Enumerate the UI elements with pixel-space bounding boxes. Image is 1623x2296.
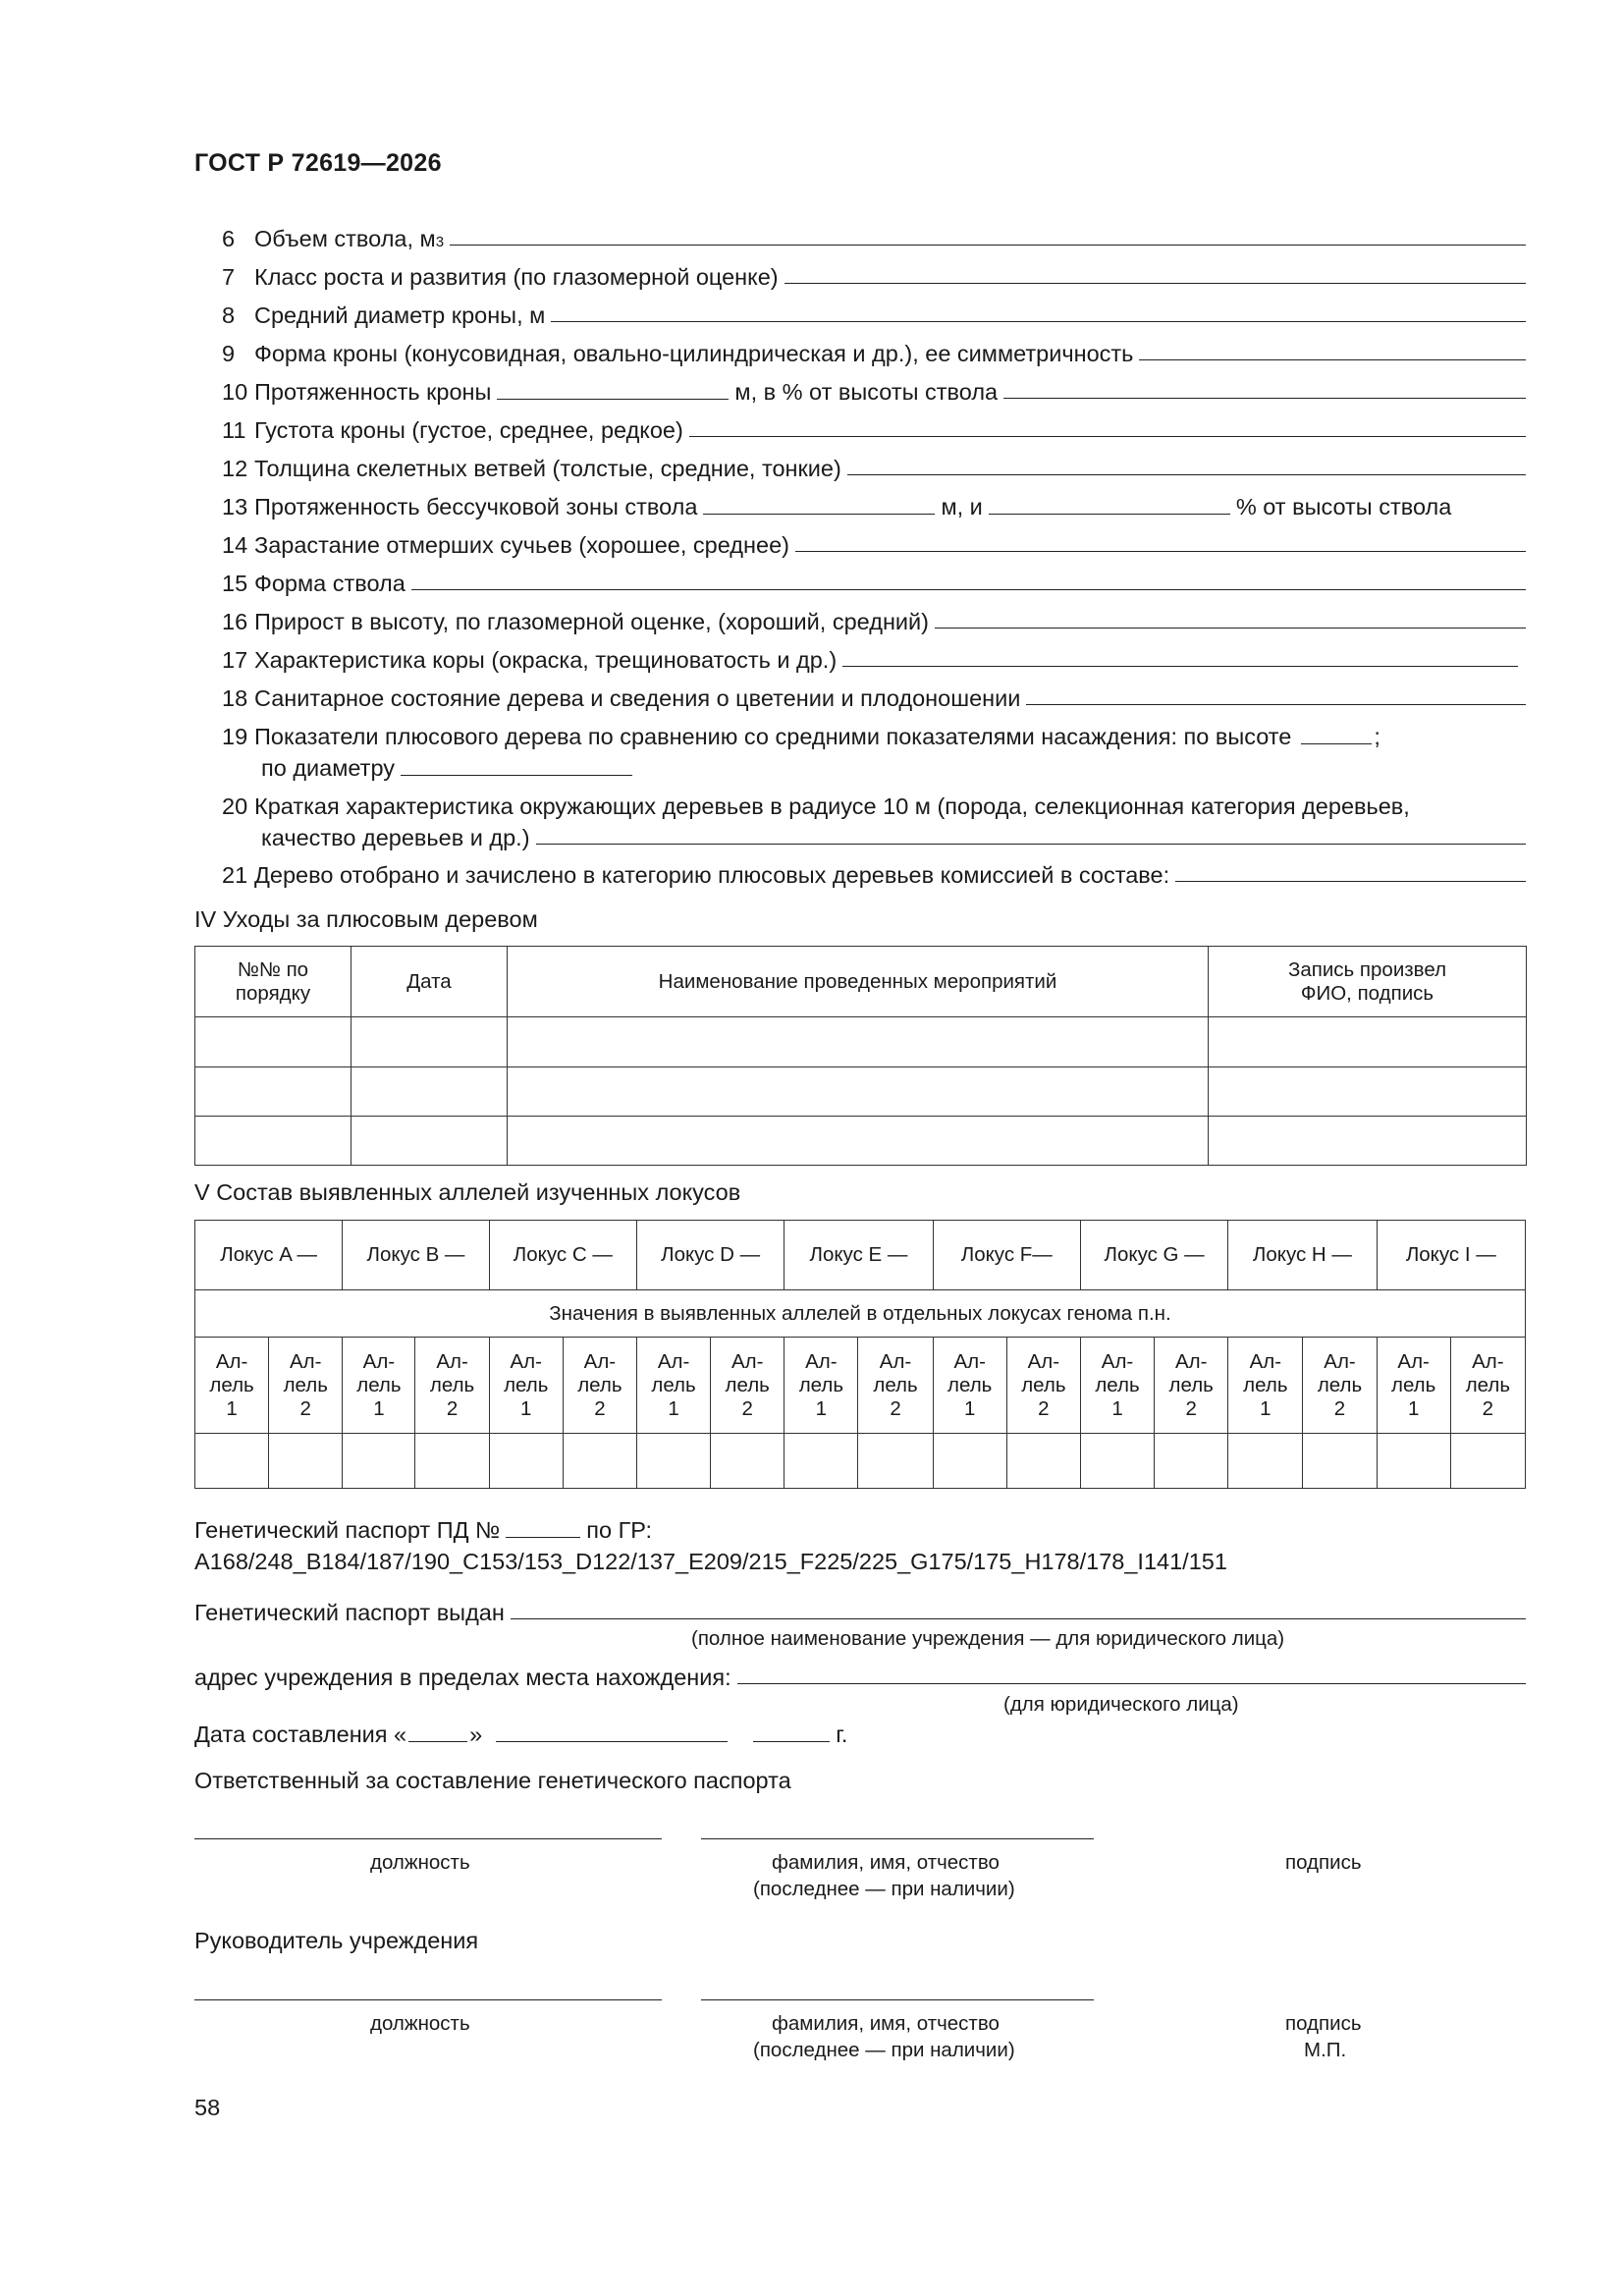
item-number: 19	[222, 724, 248, 749]
allele-2-header: Ал- лель 2	[563, 1338, 636, 1434]
date-quote: »	[469, 1722, 483, 1747]
item-label: Класс роста и развития (по глазомерной оценке)	[254, 264, 779, 290]
locus-header: Локус F—	[933, 1221, 1080, 1290]
item-label-end: % от высоты ствола	[1235, 494, 1452, 519]
allele-2-header: Ал- лель 2	[1155, 1338, 1228, 1434]
date-year: г.	[836, 1722, 848, 1747]
fill-line[interactable]	[408, 1722, 467, 1742]
item-number: 6	[222, 226, 236, 251]
item-label: Дерево отобрано и зачислено в категорию плюсовых деревьев комиссией в составе:	[254, 862, 1170, 888]
allele-value-cell[interactable]	[858, 1434, 933, 1489]
allele-1-header: Ал- лель 1	[784, 1338, 858, 1434]
fill-line[interactable]	[551, 301, 1526, 322]
field-crown-shape	[222, 340, 1526, 368]
table-cell[interactable]	[195, 1067, 352, 1117]
issued-label: Генетический паспорт выдан	[194, 1600, 505, 1625]
allele-1-header: Ал- лель 1	[1377, 1338, 1450, 1434]
caption-position: должность	[370, 2012, 470, 2035]
passport-code: A168/248_B184/187/190_C153/153_D122/137_E209/215_F225/225_G175/175_H178/178_I141/151	[194, 1549, 1227, 1574]
item-label: Прирост в высоту, по глазомерной оценке, (хороший, средний)	[254, 609, 929, 634]
fill-line[interactable]	[753, 1722, 830, 1742]
item-number: 13	[222, 494, 248, 519]
allele-value-cell[interactable]	[563, 1434, 636, 1489]
column-header: Наименование проведенных мероприятий	[508, 947, 1209, 1017]
allele-value-cell[interactable]	[489, 1434, 563, 1489]
item-number: 15	[222, 571, 248, 596]
item-number: 18	[222, 685, 248, 711]
item-label-mid: м, и	[941, 494, 983, 519]
column-header: Дата	[352, 947, 508, 1017]
field-crown-diameter	[222, 301, 1526, 330]
item-label: Форма кроны (конусовидная, овально-цилиндрическая и др.), ее симметричность	[254, 341, 1134, 366]
fill-line[interactable]	[1003, 378, 1526, 399]
care-table	[194, 946, 1527, 1166]
locus-header: Локус G —	[1080, 1221, 1227, 1290]
date-line	[194, 1721, 847, 1749]
signature-line-name[interactable]	[701, 1838, 1094, 1839]
field-surrounding-trees	[222, 793, 1526, 821]
caption-position: должность	[370, 1851, 470, 1874]
allele-header-row	[195, 1338, 1526, 1434]
field-height-growth	[222, 608, 1526, 636]
table-cell[interactable]	[352, 1017, 508, 1067]
values-row	[195, 1290, 1526, 1338]
caption-fio: фамилия, имя, отчество	[772, 2012, 1000, 2035]
passport-suffix: по ГР:	[586, 1517, 652, 1543]
field-commission	[222, 861, 1526, 890]
table-header-row	[195, 947, 1527, 1017]
item-label: Густота кроны (густое, среднее, редкое)	[254, 417, 683, 443]
field-stem-form	[222, 570, 1526, 598]
field-surrounding-trees-cont	[261, 824, 1526, 852]
caption-stamp: М.П.	[1304, 2039, 1347, 2061]
item-number: 20	[222, 793, 248, 819]
allele-value-cell[interactable]	[195, 1434, 269, 1489]
table-cell[interactable]	[195, 1017, 352, 1067]
item-label-mid: м, в % от высоты ствола	[734, 379, 999, 405]
fill-line[interactable]	[1175, 861, 1526, 882]
passport-prefix: Генетический паспорт ПД №	[194, 1517, 501, 1543]
allele-value-cell[interactable]	[1377, 1434, 1450, 1489]
address-label: адрес учреждения в пределах места нахождения:	[194, 1665, 731, 1690]
allele-value-cell[interactable]	[784, 1434, 858, 1489]
fill-line[interactable]	[1301, 724, 1372, 744]
fill-line[interactable]	[795, 531, 1526, 552]
item-number: 11	[222, 417, 246, 443]
section-4-title: IV Уходы за плюсовым деревом	[194, 906, 538, 932]
fill-line[interactable]	[1139, 340, 1526, 360]
item-label: Форма ствола	[254, 571, 406, 596]
allele-1-header: Ал- лель 1	[1228, 1338, 1303, 1434]
fill-line[interactable]	[506, 1517, 580, 1538]
allele-2-header: Ал- лель 2	[1450, 1338, 1525, 1434]
fill-line[interactable]	[536, 824, 1526, 845]
passport-number-line	[194, 1516, 652, 1545]
table-cell[interactable]	[508, 1067, 1209, 1117]
page-number: 58	[194, 2095, 221, 2120]
item-number: 8	[222, 302, 236, 328]
document-header: ГОСТ Р 72619—2026	[194, 149, 442, 177]
allele-1-header: Ал- лель 1	[636, 1338, 710, 1434]
item-number: 21	[222, 862, 248, 888]
item-number: 7	[222, 264, 236, 290]
field-knot-overgrowth	[222, 531, 1526, 560]
allele-value-cell[interactable]	[1228, 1434, 1303, 1489]
item-label: Толщина скелетных ветвей (толстые, средние, тонкие)	[254, 456, 841, 481]
field-growth-class	[222, 263, 1526, 292]
item-label: качество деревьев и др.)	[261, 825, 530, 850]
item-label: Протяженность бессучковой зоны ствола	[254, 494, 698, 519]
table-row	[195, 1117, 1527, 1166]
field-plus-indicators	[222, 723, 1526, 751]
item-number: 14	[222, 532, 248, 558]
field-knotless-zone	[222, 493, 1526, 521]
fill-line[interactable]	[847, 455, 1526, 475]
allele-value-cell[interactable]	[636, 1434, 710, 1489]
signature-line-position[interactable]	[194, 1999, 662, 2000]
locus-header: Локус E —	[784, 1221, 933, 1290]
fill-line[interactable]	[842, 646, 1518, 667]
table-cell[interactable]	[1209, 1117, 1527, 1166]
head-label: Руководитель учреждения	[194, 1928, 479, 1953]
fill-line[interactable]	[703, 494, 935, 515]
item-label: Показатели плюсового дерева по сравнению со средними показателями насаждения: по высоте	[254, 724, 1292, 749]
signature-line-name[interactable]	[701, 1999, 1094, 2000]
values-caption: Значения в выявленных аллелей в отдельных локусах генома п.н.	[195, 1290, 1526, 1338]
allele-2-header: Ал- лель 2	[269, 1338, 343, 1434]
item-label: Санитарное состояние дерева и сведения о цветении и плодоношении	[254, 685, 1021, 711]
column-header: Запись произвел ФИО, подпись	[1209, 947, 1527, 1017]
allele-value-cell[interactable]	[343, 1434, 415, 1489]
allele-2-header: Ал- лель 2	[1006, 1338, 1080, 1434]
field-plus-diameter	[261, 754, 638, 783]
field-sanitary-state	[222, 684, 1526, 713]
field-stem-volume	[222, 225, 1526, 256]
item-number: 9	[222, 341, 236, 366]
issued-caption: (полное наименование учреждения — для юридического лица)	[691, 1627, 1285, 1650]
allele-2-header: Ал- лель 2	[858, 1338, 933, 1434]
caption-signature: подпись	[1285, 2012, 1362, 2035]
table-cell[interactable]	[195, 1117, 352, 1166]
locus-header: Локус I —	[1377, 1221, 1525, 1290]
caption-fio-note: (последнее — при наличии)	[753, 1878, 1015, 1900]
fill-line[interactable]	[689, 416, 1526, 437]
table-cell[interactable]	[508, 1017, 1209, 1067]
responsible-label: Ответственный за составление генетического паспорта	[194, 1768, 791, 1793]
table-row	[195, 1017, 1527, 1067]
table-cell[interactable]	[352, 1117, 508, 1166]
caption-fio-note: (последнее — при наличии)	[753, 2039, 1015, 2061]
table-cell[interactable]	[1209, 1017, 1527, 1067]
fill-line[interactable]	[497, 379, 729, 400]
item-label: по диаметру	[261, 755, 395, 781]
allele-value-cell[interactable]	[933, 1434, 1006, 1489]
field-bark	[222, 646, 1518, 675]
fill-line[interactable]	[784, 263, 1526, 284]
allele-value-cell[interactable]	[1006, 1434, 1080, 1489]
allele-value-cell[interactable]	[1080, 1434, 1154, 1489]
allele-2-header: Ал- лель 2	[1303, 1338, 1377, 1434]
allele-1-header: Ал- лель 1	[933, 1338, 1006, 1434]
fill-line[interactable]	[511, 1599, 1526, 1619]
loci-table	[194, 1220, 1526, 1489]
allele-1-header: Ал- лель 1	[1080, 1338, 1154, 1434]
allele-value-cell[interactable]	[269, 1434, 343, 1489]
superscript: 3	[435, 234, 445, 250]
caption-fio: фамилия, имя, отчество	[772, 1851, 1000, 1874]
item-number: 17	[222, 647, 248, 673]
allele-value-cell[interactable]	[1155, 1434, 1228, 1489]
fill-line[interactable]	[1026, 684, 1526, 705]
item-label: Краткая характеристика окружающих деревьев в радиусе 10 м (порода, селекционная категория деревьев,	[254, 793, 1410, 819]
allele-1-header: Ал- лель 1	[343, 1338, 415, 1434]
passport-issued-line	[194, 1599, 1526, 1627]
locus-header: Локус A —	[195, 1221, 343, 1290]
item-label: Протяженность кроны	[254, 379, 492, 405]
date-prefix: Дата составления «	[194, 1722, 407, 1747]
allele-value-cell[interactable]	[415, 1434, 489, 1489]
address-line	[194, 1664, 1526, 1692]
column-header: №№ по порядку	[195, 947, 352, 1017]
fill-line[interactable]	[989, 494, 1230, 515]
fill-line[interactable]	[411, 570, 1526, 590]
fill-line[interactable]	[737, 1664, 1526, 1684]
table-cell[interactable]	[352, 1067, 508, 1117]
item-label: Объем ствола, м	[254, 226, 436, 251]
semicolon: ;	[1374, 724, 1380, 749]
field-branch-thickness	[222, 455, 1526, 483]
allele-1-header: Ал- лель 1	[195, 1338, 269, 1434]
table-cell[interactable]	[508, 1117, 1209, 1166]
fill-line[interactable]	[935, 608, 1526, 629]
section-5-title: V Состав выявленных аллелей изученных локусов	[194, 1179, 741, 1205]
allele-1-header: Ал- лель 1	[489, 1338, 563, 1434]
allele-value-row	[195, 1434, 1526, 1489]
address-caption: (для юридического лица)	[1003, 1693, 1239, 1716]
table-cell[interactable]	[1209, 1067, 1527, 1117]
item-label: Характеристика коры (окраска, трещиноватость и др.)	[254, 647, 838, 673]
item-number: 10	[222, 379, 248, 405]
locus-header: Локус B —	[343, 1221, 489, 1290]
loci-header-row	[195, 1221, 1526, 1290]
allele-2-header: Ал- лель 2	[415, 1338, 489, 1434]
signature-line-position[interactable]	[194, 1838, 662, 1839]
fill-line[interactable]	[450, 225, 1526, 246]
field-crown-density	[222, 416, 1526, 445]
locus-header: Локус C —	[489, 1221, 636, 1290]
allele-value-cell[interactable]	[1303, 1434, 1377, 1489]
allele-2-header: Ал- лель 2	[711, 1338, 784, 1434]
allele-value-cell[interactable]	[1450, 1434, 1525, 1489]
item-label: Средний диаметр кроны, м	[254, 302, 546, 328]
item-number: 12	[222, 456, 248, 481]
fill-line[interactable]	[401, 755, 632, 776]
item-number: 16	[222, 609, 248, 634]
allele-value-cell[interactable]	[711, 1434, 784, 1489]
item-label: Зарастание отмерших сучьев (хорошее, среднее)	[254, 532, 789, 558]
caption-signature: подпись	[1285, 1851, 1362, 1874]
field-crown-length	[222, 378, 1526, 407]
locus-header: Локус D —	[636, 1221, 784, 1290]
locus-header: Локус H —	[1228, 1221, 1377, 1290]
table-row	[195, 1067, 1527, 1117]
fill-line[interactable]	[496, 1722, 728, 1742]
